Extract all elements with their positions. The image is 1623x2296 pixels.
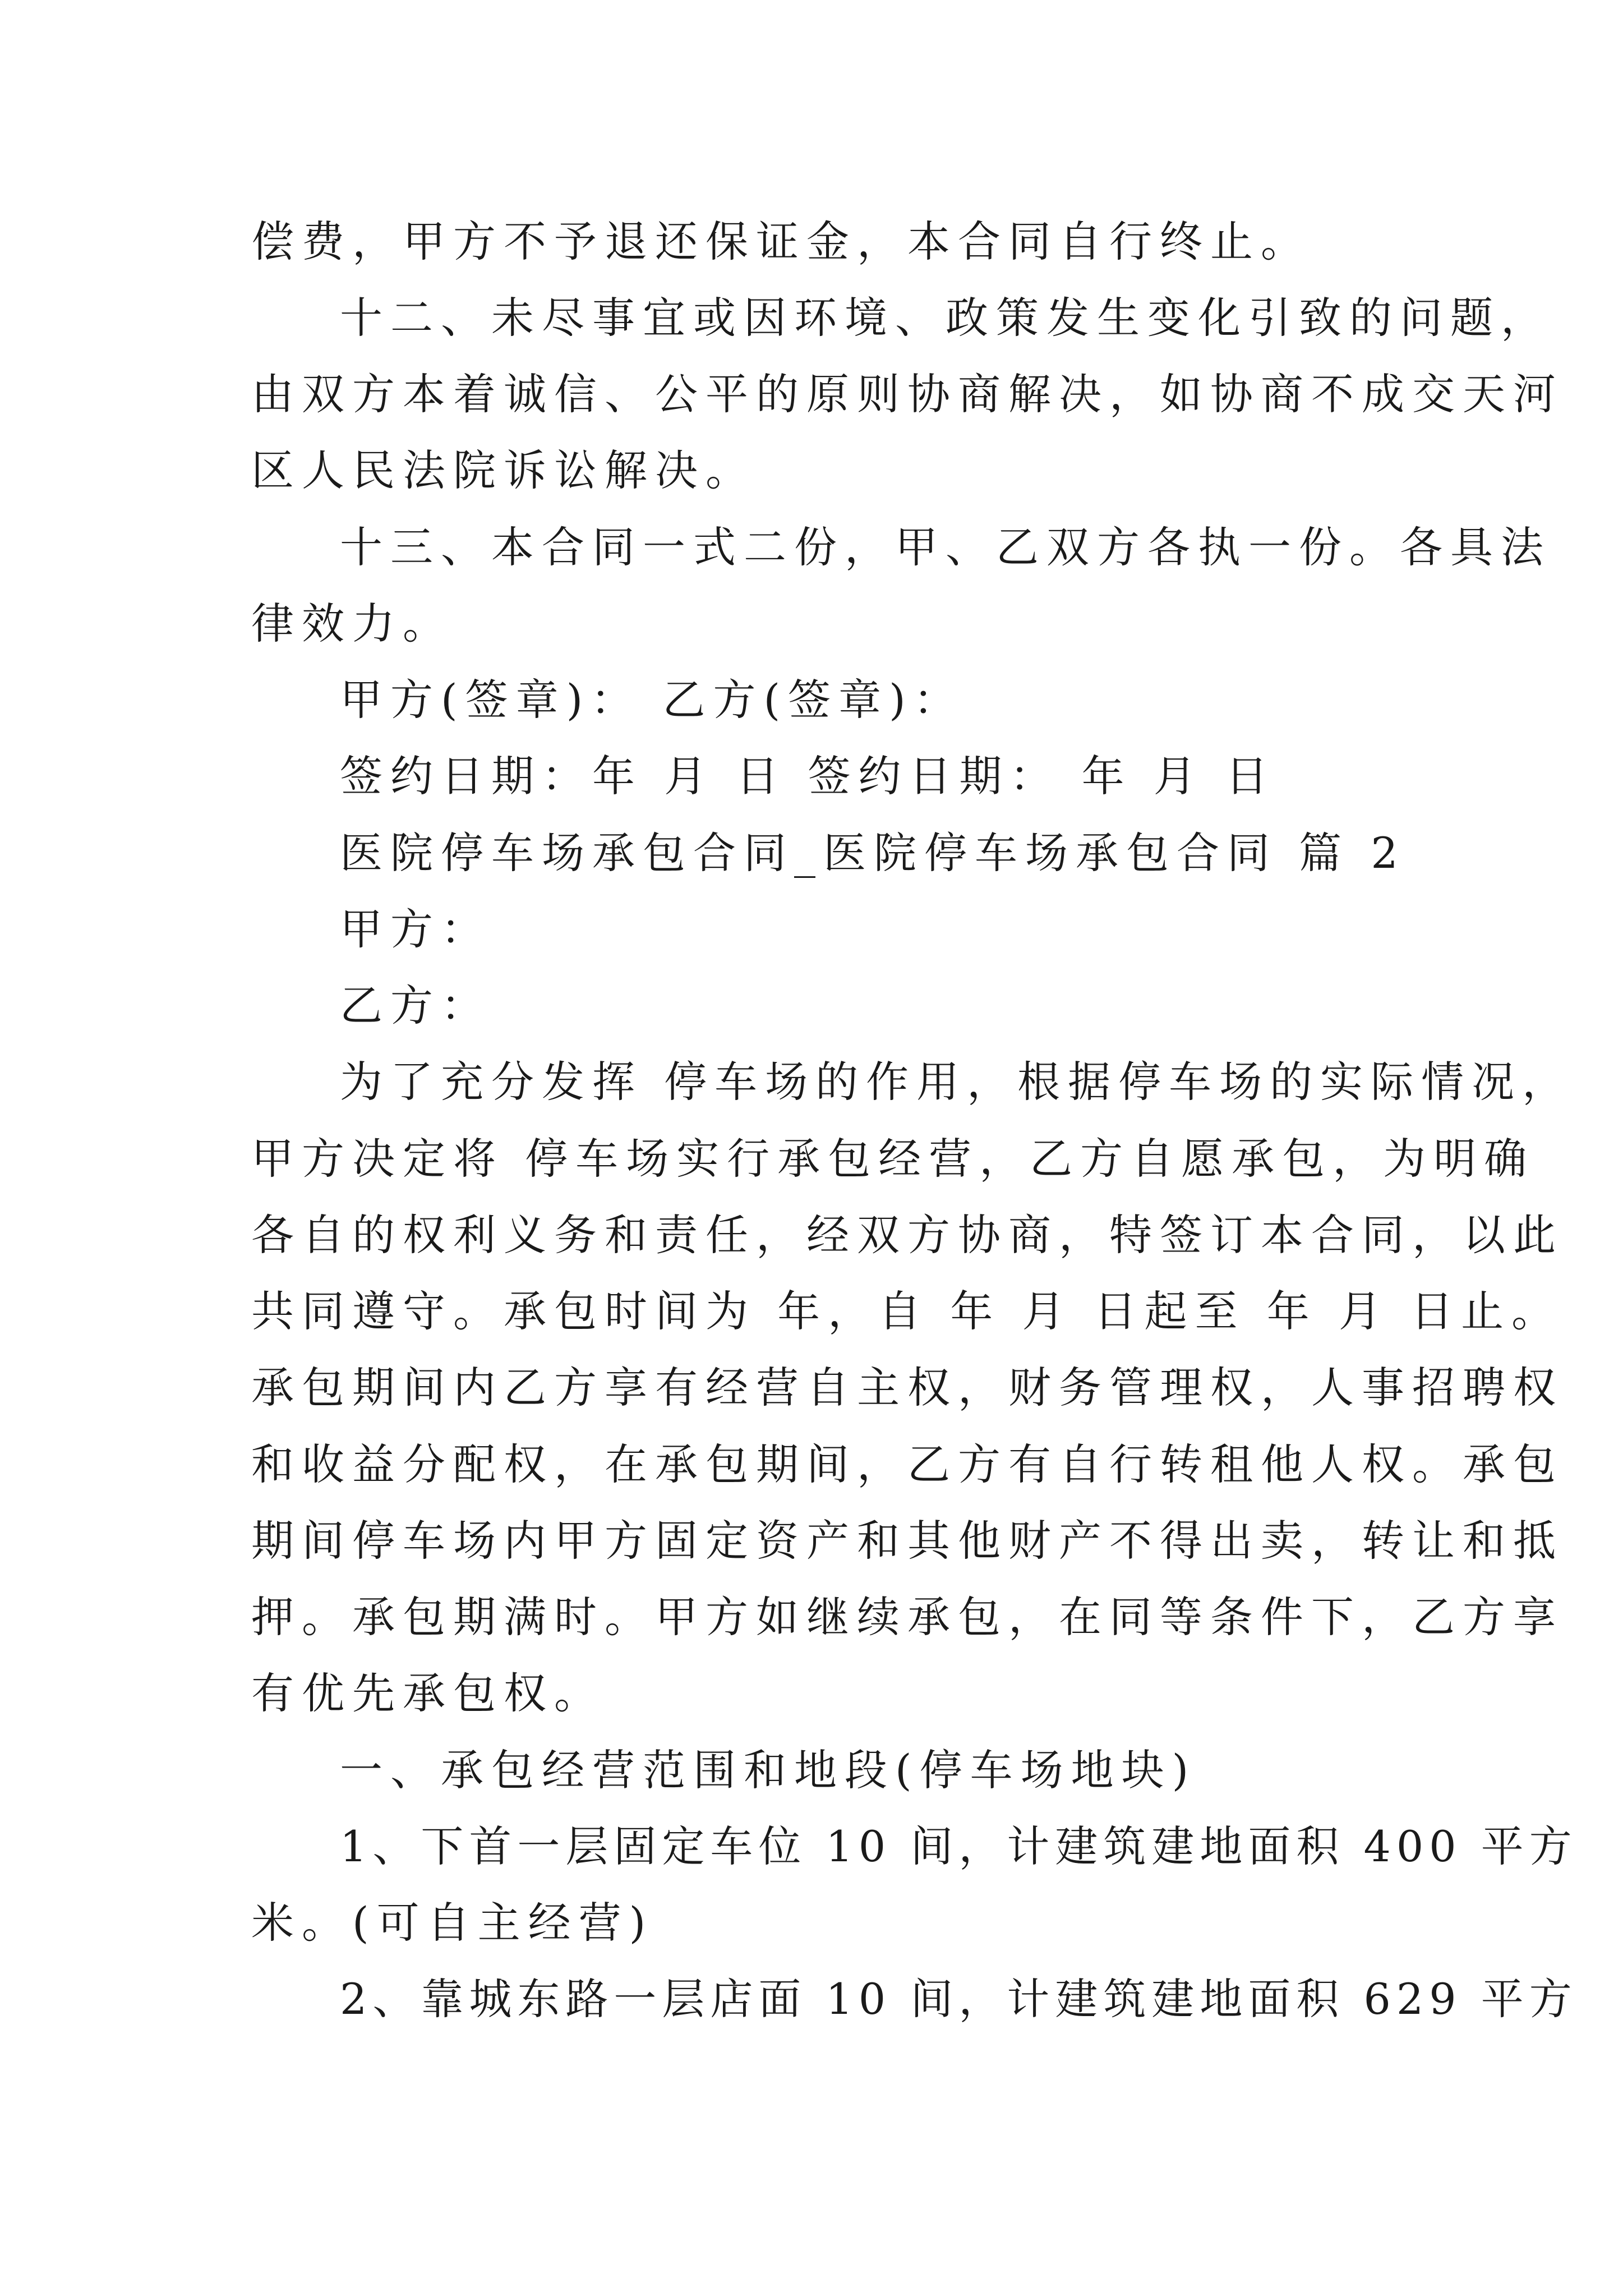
text-line: 由双方本着诚信、公平的原则协商解决，如协商不成交天河 <box>251 369 1564 419</box>
text-line: 偿费，甲方不予退还保证金，本合同自行终止。 <box>251 217 1311 266</box>
text-line: 押。承包期满时。甲方如继续承包，在同等条件下，乙方享 <box>251 1592 1564 1642</box>
signature-line: 甲方(签章)： 乙方(签章)： <box>340 675 964 725</box>
text-line: 承包期间内乙方享有经营自主权，财务管理权，人事招聘权 <box>251 1363 1564 1412</box>
text-line: 十二、未尽事宜或因环境、政策发生变化引致的问题， <box>340 293 1551 343</box>
text-line: 十三、本合同一式二份，甲、乙双方各执一份。各具法 <box>340 522 1551 572</box>
text-line: 和收益分配权，在承包期间，乙方有自行转租他人权。承包 <box>251 1439 1564 1489</box>
text-line: 律效力。 <box>251 599 453 648</box>
text-line: 1、下首一层固定车位 10 间，计建筑建地面积 400 平方 <box>340 1821 1578 1871</box>
text-line: 各自的权利义务和责任，经双方协商，特签订本合同，以此 <box>251 1210 1564 1260</box>
text-line: 米。(可自主经营) <box>251 1898 654 1948</box>
sign-date-line: 签约日期：年 月 日 签约日期： 年 月 日 <box>340 751 1276 801</box>
text-line: 共同遵守。承包时间为 年，自 年 月 日起至 年 月 日止。 <box>251 1286 1562 1336</box>
text-line: 为了充分发挥 停车场的作用，根据停车场的实际情况， <box>340 1057 1573 1107</box>
text-line: 有优先承包权。 <box>251 1668 605 1718</box>
party-a-line: 甲方： <box>340 904 491 954</box>
text-line: 2、靠城东路一层店面 10 间，计建筑建地面积 629 平方 <box>340 1974 1578 2024</box>
text-line: 甲方决定将 停车场实行承包经营，乙方自愿承包，为明确 <box>251 1134 1535 1184</box>
clause-heading: 一、承包经营范围和地段(停车场地块) <box>340 1745 1197 1795</box>
text-line: 期间停车场内甲方固定资产和其他财产不得出卖，转让和抵 <box>251 1516 1564 1566</box>
party-b-line: 乙方： <box>340 981 491 1030</box>
section-title: 医院停车场承包合同_医院停车场承包合同 篇 2 <box>340 828 1406 878</box>
text-line: 区人民法院诉讼解决。 <box>251 445 756 495</box>
